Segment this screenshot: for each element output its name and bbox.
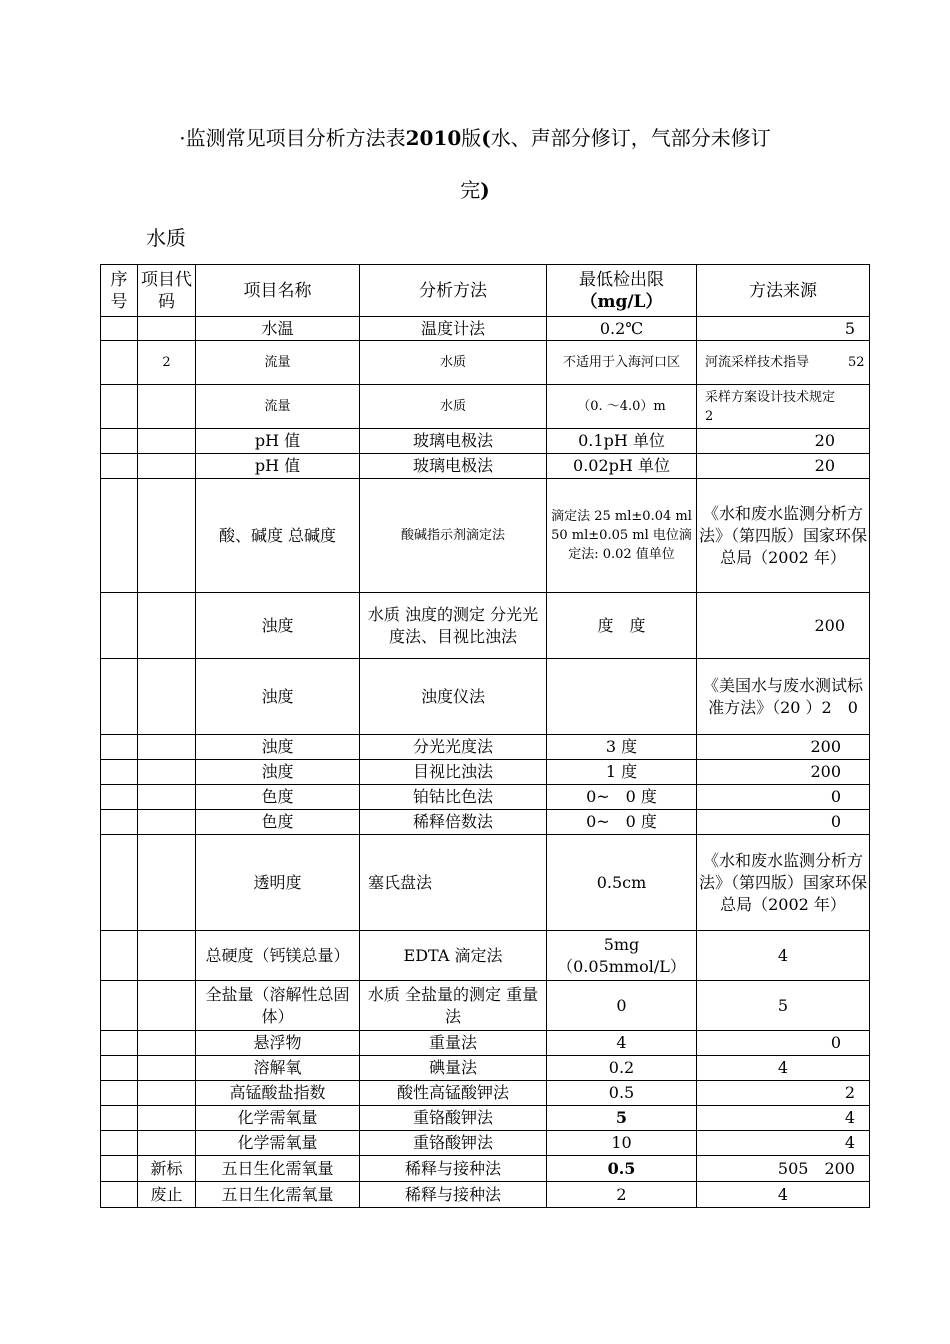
method-cell: 水质 — [360, 341, 547, 385]
limit-cell: 0~ 0 度 — [547, 810, 697, 835]
name-cell: 酸、碱度 总碱度 — [196, 479, 360, 593]
code-cell — [138, 454, 196, 479]
method-cell: 稀释与接种法 — [360, 1182, 547, 1208]
method-cell: 水质 全盐量的测定 重量法 — [360, 981, 547, 1031]
table-row — [101, 810, 870, 835]
method-cell: 玻璃电极法 — [360, 429, 547, 454]
code-cell — [138, 479, 196, 593]
source-cell: 《水和废水监测分析方法》（第四版）国家环保总局（2002 年） — [697, 479, 870, 593]
method-cell: 稀释与接种法 — [360, 1156, 547, 1182]
header-cell — [547, 265, 697, 317]
no-cell — [101, 735, 138, 760]
code-cell — [138, 785, 196, 810]
code-cell — [138, 317, 196, 341]
no-cell — [101, 785, 138, 810]
method-cell: 酸性高锰酸钾法 — [360, 1081, 547, 1106]
name-cell: 总硬度（钙镁总量） — [196, 931, 360, 981]
code-cell — [138, 760, 196, 785]
header-cell: 序号 — [101, 265, 138, 317]
name-cell: 浊度 — [196, 760, 360, 785]
no-cell — [101, 1106, 138, 1131]
name-cell: 溶解氧 — [196, 1056, 360, 1081]
header-cell: 项目名称 — [196, 265, 360, 317]
method-cell: 重量法 — [360, 1031, 547, 1056]
code-cell — [138, 931, 196, 981]
limit-cell: （0. ～4.0）m — [547, 385, 697, 429]
limit-cell: 0.1pH 单位 — [547, 429, 697, 454]
title-open-paren: ( — [481, 126, 491, 150]
code-cell — [138, 810, 196, 835]
name-cell: 浊度 — [196, 659, 360, 735]
no-cell — [101, 454, 138, 479]
method-cell: 目视比浊法 — [360, 760, 547, 785]
limit-cell: 0.2℃ — [547, 317, 697, 341]
code-cell — [138, 735, 196, 760]
title-year: 2010 — [405, 126, 462, 150]
limit-cell: 0.5cm — [547, 835, 697, 931]
title-close-paren: ) — [480, 178, 490, 202]
name-cell: 水温 — [196, 317, 360, 341]
source-cell: 200 — [697, 593, 870, 659]
code-cell — [138, 1081, 196, 1106]
limit-cell: 0~ 0 度 — [547, 785, 697, 810]
table-row — [101, 1156, 870, 1182]
limit-cell: 0.5 — [547, 1156, 697, 1182]
section-heading: 水质 — [146, 226, 186, 250]
no-cell — [101, 341, 138, 385]
code-cell — [138, 1106, 196, 1131]
no-cell — [101, 931, 138, 981]
source-cell: 5 — [697, 981, 870, 1031]
name-cell: 流量 — [196, 385, 360, 429]
code-cell — [138, 1131, 196, 1156]
method-cell: 塞氏盘法 — [360, 835, 547, 931]
table-row — [101, 341, 870, 385]
source-cell: 200 — [697, 760, 870, 785]
table-row — [101, 429, 870, 454]
limit-cell: 10 — [547, 1131, 697, 1156]
header-cell: 分析方法 — [360, 265, 547, 317]
table-row — [101, 1131, 870, 1156]
name-cell: pH 值 — [196, 454, 360, 479]
no-cell — [101, 835, 138, 931]
source-cell: 505 200 — [697, 1156, 870, 1182]
table-row — [101, 1081, 870, 1106]
name-cell: 色度 — [196, 810, 360, 835]
source-cell: 4 — [697, 931, 870, 981]
code-cell — [138, 981, 196, 1031]
header-limit-label: 最低检出限 — [579, 269, 664, 290]
no-cell — [101, 981, 138, 1031]
name-cell: 高锰酸盐指数 — [196, 1081, 360, 1106]
limit-cell: 0 — [547, 981, 697, 1031]
name-cell: 透明度 — [196, 835, 360, 931]
methods-table — [100, 264, 875, 1208]
source-cell: 河流采样技术指导 52 — [697, 341, 870, 385]
source-cell: 20 — [697, 454, 870, 479]
source-cell: 4 — [697, 1106, 870, 1131]
document-title — [0, 122, 950, 151]
name-cell: 五日生化需氧量 — [196, 1182, 360, 1208]
code-cell — [138, 835, 196, 931]
no-cell — [101, 593, 138, 659]
table-row — [101, 1031, 870, 1056]
title-rest: 水、声部分修订，气部分未修订 — [490, 126, 771, 150]
source-cell: 采样方案设计技术规定 2 — [697, 385, 870, 429]
table-row — [101, 1056, 870, 1081]
table-row — [101, 1106, 870, 1131]
code-cell — [138, 659, 196, 735]
source-cell: 2 — [697, 1081, 870, 1106]
name-cell: 化学需氧量 — [196, 1106, 360, 1131]
source-cell: 0 — [697, 785, 870, 810]
limit-cell: 5 — [547, 1106, 697, 1131]
title-line2: 完 — [460, 178, 481, 202]
name-cell: 化学需氧量 — [196, 1131, 360, 1156]
method-cell: 重铬酸钾法 — [360, 1106, 547, 1131]
source-cell: 《水和废水监测分析方法》（第四版）国家环保总局（2002 年） — [697, 835, 870, 931]
no-cell — [101, 760, 138, 785]
no-cell — [101, 385, 138, 429]
header-cell: 项目代码 — [138, 265, 196, 317]
table-row — [101, 835, 870, 931]
no-cell — [101, 1031, 138, 1056]
no-cell — [101, 1056, 138, 1081]
code-cell: 2 — [138, 341, 196, 385]
name-cell: 全盐量（溶解性总固体） — [196, 981, 360, 1031]
method-cell: 重铬酸钾法 — [360, 1131, 547, 1156]
method-cell: 温度计法 — [360, 317, 547, 341]
no-cell — [101, 429, 138, 454]
no-cell — [101, 810, 138, 835]
source-cell: 200 — [697, 735, 870, 760]
no-cell — [101, 1156, 138, 1182]
code-cell — [138, 1031, 196, 1056]
header-cell: 方法来源 — [697, 265, 870, 317]
limit-cell: 0.2 — [547, 1056, 697, 1081]
method-cell: 分光光度法 — [360, 735, 547, 760]
table-row — [101, 1182, 870, 1208]
table-row — [101, 931, 870, 981]
method-cell: 铂钴比色法 — [360, 785, 547, 810]
method-cell: 水质 浊度的测定 分光光度法、目视比浊法 — [360, 593, 547, 659]
limit-cell: 度 度 — [547, 593, 697, 659]
no-cell — [101, 317, 138, 341]
source-cell: 0 — [697, 810, 870, 835]
source-cell: 20 — [697, 429, 870, 454]
code-cell: 新标 — [138, 1156, 196, 1182]
source-cell: 4 — [697, 1056, 870, 1081]
method-cell: 稀释倍数法 — [360, 810, 547, 835]
code-cell — [138, 593, 196, 659]
table-row — [101, 479, 870, 593]
limit-cell: 5mg（0.05mmol/L） — [547, 931, 697, 981]
table-row — [101, 593, 870, 659]
table-row — [101, 317, 870, 341]
name-cell: 浊度 — [196, 735, 360, 760]
table-row — [101, 760, 870, 785]
no-cell — [101, 1182, 138, 1208]
limit-cell: 2 — [547, 1182, 697, 1208]
limit-cell: 4 — [547, 1031, 697, 1056]
code-cell — [138, 429, 196, 454]
source-cell: 《美国水与废水测试标准方法》（20 ）2 0 — [697, 659, 870, 735]
limit-cell: 1 度 — [547, 760, 697, 785]
limit-cell: 0.5 — [547, 1081, 697, 1106]
name-cell: 色度 — [196, 785, 360, 810]
table-row — [101, 981, 870, 1031]
title-prefix: ·监测常见项目分析方法表 — [179, 126, 406, 150]
limit-cell: 滴定法 25 ml±0.04 ml 50 ml±0.05 ml 电位滴定法: 0.02 值单位 — [547, 479, 697, 593]
method-cell: EDTA 滴定法 — [360, 931, 547, 981]
source-cell: 4 — [697, 1131, 870, 1156]
limit-cell — [547, 659, 697, 735]
source-cell: 4 — [697, 1182, 870, 1208]
title-mid: 版 — [461, 126, 482, 150]
no-cell — [101, 1131, 138, 1156]
code-cell — [138, 1056, 196, 1081]
code-cell — [138, 385, 196, 429]
table-row — [101, 454, 870, 479]
limit-cell: 0.02pH 单位 — [547, 454, 697, 479]
name-cell: 五日生化需氧量 — [196, 1156, 360, 1182]
name-cell: 浊度 — [196, 593, 360, 659]
no-cell — [101, 479, 138, 593]
table-header-row — [101, 265, 870, 317]
method-cell: 水质 — [360, 385, 547, 429]
method-cell: 酸碱指示剂滴定法 — [360, 479, 547, 593]
limit-cell: 不适用于入海河口区 — [547, 341, 697, 385]
limit-cell: 3 度 — [547, 735, 697, 760]
header-limit-unit: （mg/L） — [580, 291, 663, 312]
name-cell: 悬浮物 — [196, 1031, 360, 1056]
method-cell: 碘量法 — [360, 1056, 547, 1081]
table-row — [101, 785, 870, 810]
method-cell: 浊度仪法 — [360, 659, 547, 735]
table-row — [101, 659, 870, 735]
document-title-line2 — [0, 174, 950, 203]
no-cell — [101, 1081, 138, 1106]
name-cell: 流量 — [196, 341, 360, 385]
name-cell: pH 值 — [196, 429, 360, 454]
source-cell: 5 — [697, 317, 870, 341]
method-cell: 玻璃电极法 — [360, 454, 547, 479]
no-cell — [101, 659, 138, 735]
code-cell: 废止 — [138, 1182, 196, 1208]
table-row — [101, 735, 870, 760]
source-cell: 0 — [697, 1031, 870, 1056]
table-row — [101, 385, 870, 429]
